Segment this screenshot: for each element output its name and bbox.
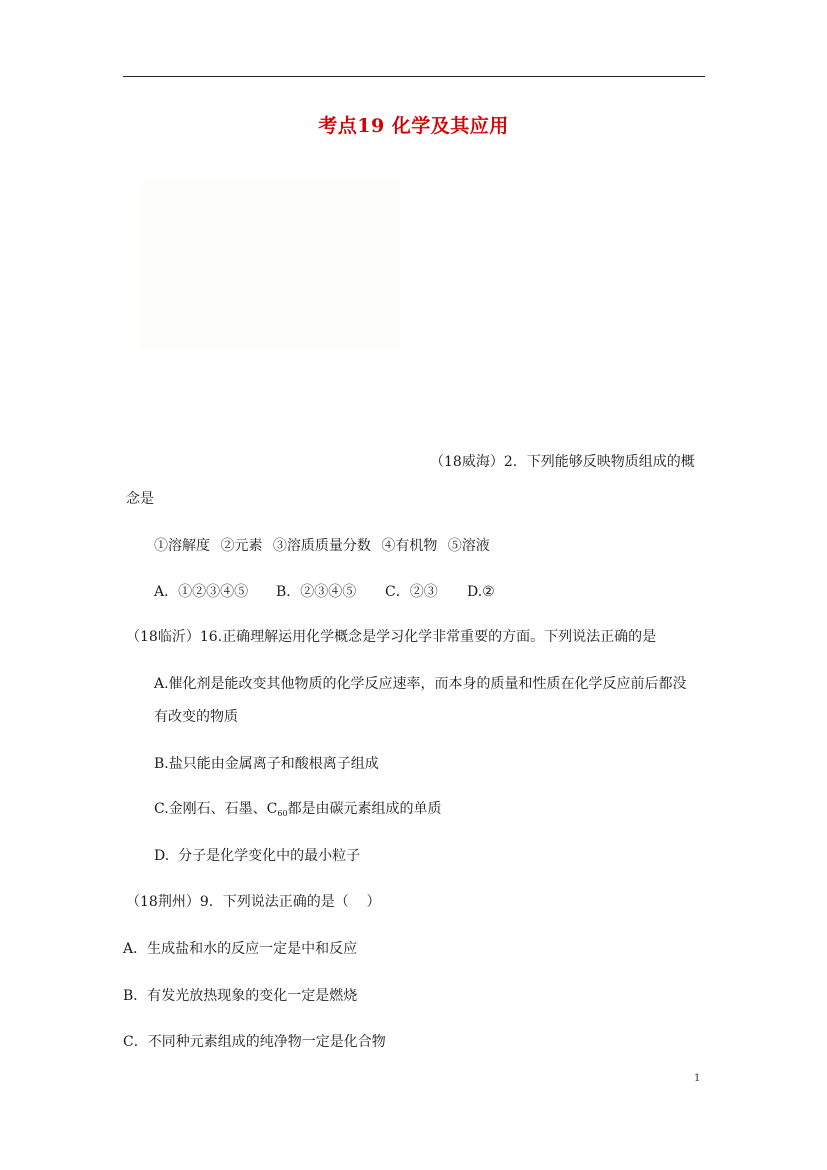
q1-option-b: B．②③④⑤ <box>276 584 357 600</box>
page-number: 1 <box>694 1073 701 1084</box>
q3-option-c: C．不同种元素组成的纯净物一定是化合物 <box>123 1034 386 1050</box>
q2-option-d: D. 分子是化学变化中的最小粒子 <box>154 848 361 864</box>
q2-option-a-line1: A.催化剂是能改变其他物质的化学反应速率，而本身的质量和性质在化学反应前后都没 <box>154 676 687 692</box>
q1-option-d: D.② <box>467 584 495 600</box>
q1-option-c: C．②③ <box>385 584 438 600</box>
faint-image-area <box>140 180 400 350</box>
q2-option-b: B.盐只能由金属离子和酸根离子组成 <box>154 756 379 772</box>
q2-option-c-suffix: 都是由碳元素组成的单质 <box>287 801 442 817</box>
q1-stem-line2: 念是 <box>126 491 154 507</box>
q1-stem-line1: （18威海）2．下列能够反映物质组成的概 <box>430 454 695 470</box>
q3-stem: （18荆州）9．下列说法正确的是（ ） <box>126 894 381 910</box>
q3-option-b: B．有发光放热现象的变化一定是燃烧 <box>123 988 358 1004</box>
header-rule <box>123 76 705 77</box>
q2-option-c-prefix: C.金刚石、石墨、C <box>154 801 278 817</box>
q2-option-c <box>154 800 442 823</box>
q2-option-a-line2: 有改变的物质 <box>154 709 238 725</box>
page-title: 考点19 化学及其应用 <box>318 115 509 137</box>
q1-option-a: A．①②③④⑤ <box>154 584 249 600</box>
q2-stem: （18临沂）16.正确理解运用化学概念是学习化学非常重要的方面。下列说法正确的是 <box>126 629 657 645</box>
q2-option-c-subscript: 60 <box>277 809 288 818</box>
q3-option-a: A．生成盐和水的反应一定是中和反应 <box>123 941 358 957</box>
q1-items: ①溶解度 ②元素 ③溶质质量分数 ④有机物 ⑤溶液 <box>154 538 490 554</box>
